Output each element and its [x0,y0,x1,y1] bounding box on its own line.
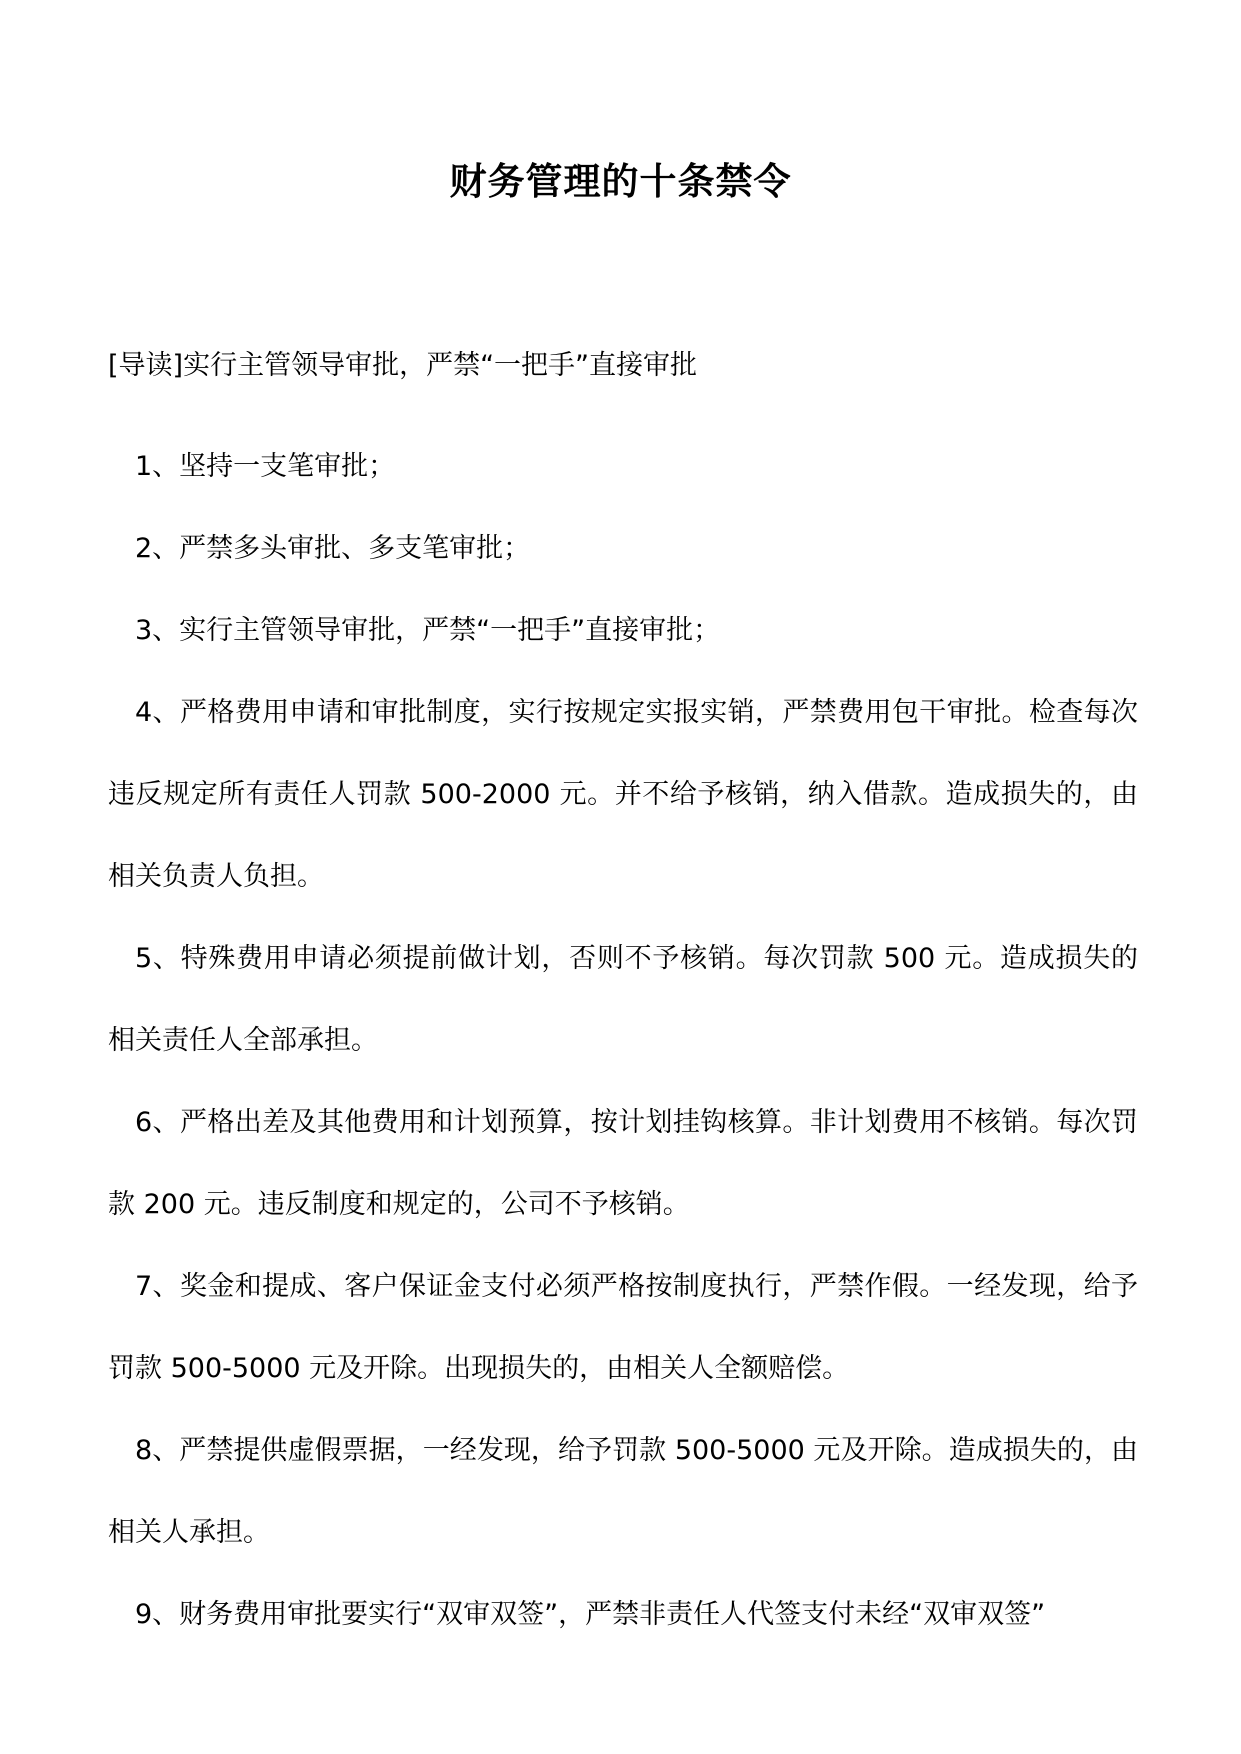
rule-paragraph-6: 6、严格出差及其他费用和计划预算，按计划挂钩核算。非计划费用不核销。每次罚款 200 元。违反制度和规定的，公司不予核销。 [108,1107,1138,1220]
rule-paragraph-9: 9、财务费用审批要实行“双审双签”，严禁非责任人代签支付未经“双审双签” [135,1599,1046,1630]
document-body [108,426,1138,1656]
rule-paragraph-3: 3、实行主管领导审批，严禁“一把手”直接审批； [135,615,721,646]
rule-paragraph-7: 7、奖金和提成、客户保证金支付必须严格按制度执行，严禁作假。一经发现，给予罚款 500-5000 元及开除。出现损失的，由相关人全额赔偿。 [108,1271,1138,1384]
rule-paragraph-4: 4、严格费用申请和审批制度，实行按规定实报实销，严禁费用包干审批。检查每次违反规定所有责任人罚款 500-2000 元。并不给予核销，纳入借款。造成损失的，由相关负责人负担。 [108,697,1138,892]
rule-paragraph-2: 2、严禁多头审批、多支笔审批； [135,533,531,564]
rule-paragraph-1: 1、坚持一支笔审批； [135,451,396,482]
document-title: 财务管理的十条禁令 [449,160,792,203]
rule-paragraph-5: 5、特殊费用申请必须提前做计划，否则不予核销。每次罚款 500 元。造成损失的相关责任人全部承担。 [108,943,1138,1056]
rule-paragraph-8: 8、严禁提供虚假票据，一经发现，给予罚款 500-5000 元及开除。造成损失的，由相关人承担。 [108,1435,1138,1548]
document-intro: [导读]实行主管领导审批，严禁“一把手”直接审批 [108,350,698,381]
